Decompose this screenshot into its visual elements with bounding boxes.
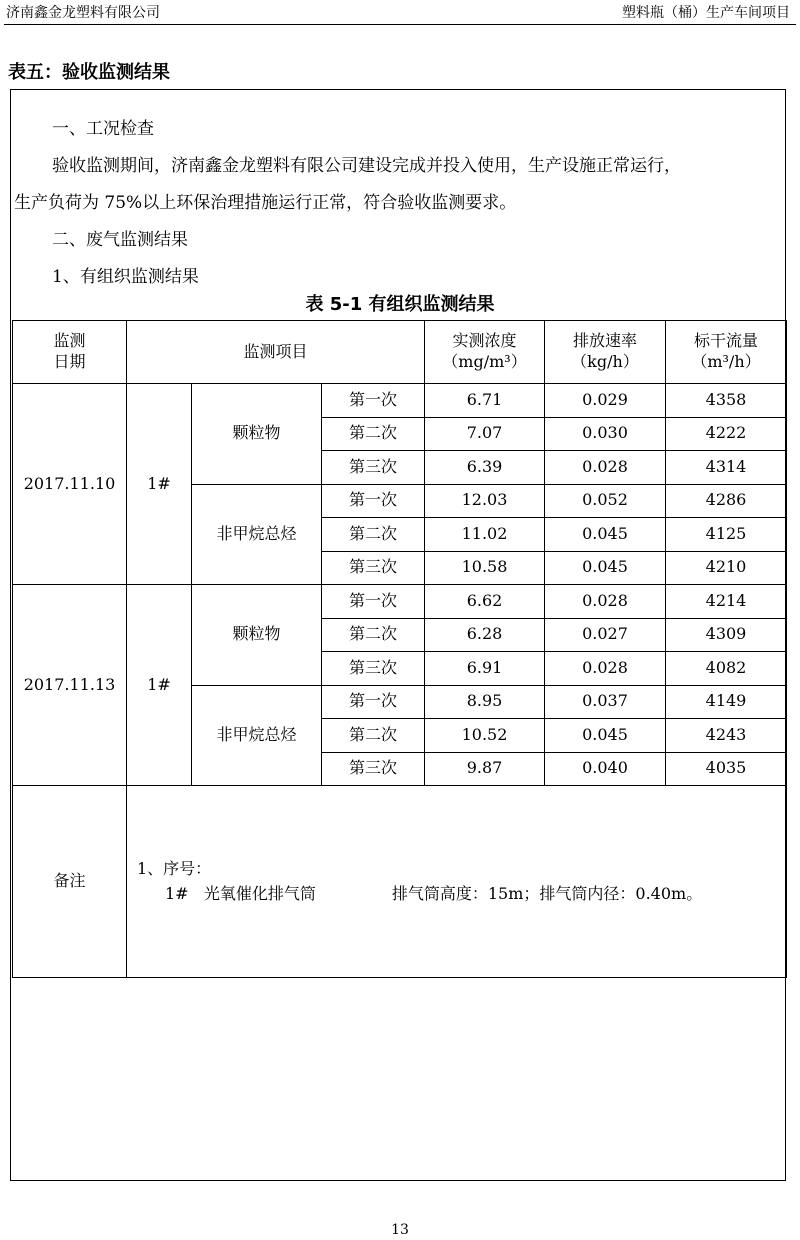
col-header-conc bbox=[425, 321, 545, 384]
cell-emission-rate: 0.028 bbox=[545, 652, 666, 686]
note-line2 bbox=[137, 882, 786, 907]
table-note-row bbox=[13, 786, 787, 978]
cell-emission-rate: 0.045 bbox=[545, 551, 666, 585]
monitoring-table bbox=[12, 320, 787, 978]
note-label: 备注 bbox=[13, 786, 127, 978]
para-condition-line1: 验收监测期间，济南鑫金龙塑料有限公司建设完成并投入使用，生产设施正常运行， bbox=[52, 156, 681, 176]
col-header-flow-l2: （m³/h） bbox=[691, 352, 761, 371]
cell-concentration: 6.71 bbox=[425, 384, 545, 418]
col-header-conc-l2: （mg/m³） bbox=[442, 352, 527, 371]
note-outlet-spec: 排气筒高度：15m；排气筒内径：0.40m。 bbox=[391, 883, 703, 903]
cell-date: 2017.11.13 bbox=[13, 585, 127, 786]
para-condition-line2: 生产负荷为 75%以上环保治理措施运行正常，符合验收监测要求。 bbox=[14, 193, 517, 213]
para-organized-heading: 1、有组织监测结果 bbox=[52, 267, 199, 287]
table-row bbox=[13, 585, 787, 619]
note-line1: 1、序号： bbox=[137, 858, 212, 878]
col-header-item: 监测项目 bbox=[127, 321, 425, 384]
col-header-conc-l1: 实测浓度 bbox=[452, 331, 517, 351]
cell-flow: 4358 bbox=[666, 384, 787, 418]
cell-flow: 4210 bbox=[666, 551, 787, 585]
col-header-rate-l2: （kg/h） bbox=[571, 352, 639, 371]
cell-concentration: 6.39 bbox=[425, 451, 545, 485]
cell-concentration: 11.02 bbox=[425, 518, 545, 552]
cell-emission-rate: 0.030 bbox=[545, 417, 666, 451]
cell-concentration: 10.52 bbox=[425, 719, 545, 753]
section-title: 表五：验收监测结果 bbox=[8, 62, 170, 83]
col-header-date-l2: 日期 bbox=[53, 352, 86, 371]
cell-run: 第三次 bbox=[322, 752, 425, 786]
cell-flow: 4286 bbox=[666, 484, 787, 518]
cell-concentration: 6.62 bbox=[425, 585, 545, 619]
table-row bbox=[13, 384, 787, 418]
table-caption: 表 5-1 有组织监测结果 bbox=[305, 294, 495, 315]
cell-concentration: 12.03 bbox=[425, 484, 545, 518]
cell-flow: 4035 bbox=[666, 752, 787, 786]
cell-outlet: 1# bbox=[127, 384, 192, 585]
header-project: 塑料瓶（桶）生产车间项目 bbox=[622, 5, 790, 21]
para-condition-heading: 一、工况检查 bbox=[52, 119, 154, 139]
cell-flow: 4125 bbox=[666, 518, 787, 552]
cell-flow: 4149 bbox=[666, 685, 787, 719]
col-header-flow bbox=[666, 321, 787, 384]
cell-run: 第三次 bbox=[322, 652, 425, 686]
note-content bbox=[127, 786, 787, 978]
col-header-rate-l1: 排放速率 bbox=[572, 331, 637, 351]
cell-emission-rate: 0.027 bbox=[545, 618, 666, 652]
cell-emission-rate: 0.028 bbox=[545, 585, 666, 619]
cell-flow: 4214 bbox=[666, 585, 787, 619]
cell-emission-rate: 0.029 bbox=[545, 384, 666, 418]
header-company: 济南鑫金龙塑料有限公司 bbox=[6, 5, 160, 21]
header-rule bbox=[4, 24, 796, 25]
cell-pollutant: 颗粒物 bbox=[192, 384, 322, 485]
cell-flow: 4309 bbox=[666, 618, 787, 652]
cell-emission-rate: 0.040 bbox=[545, 752, 666, 786]
cell-flow: 4243 bbox=[666, 719, 787, 753]
cell-emission-rate: 0.045 bbox=[545, 719, 666, 753]
cell-flow: 4082 bbox=[666, 652, 787, 686]
cell-emission-rate: 0.037 bbox=[545, 685, 666, 719]
cell-run: 第二次 bbox=[322, 518, 425, 552]
cell-emission-rate: 0.028 bbox=[545, 451, 666, 485]
col-header-rate bbox=[545, 321, 666, 384]
cell-run: 第一次 bbox=[322, 484, 425, 518]
cell-pollutant: 颗粒物 bbox=[192, 585, 322, 686]
cell-concentration: 6.28 bbox=[425, 618, 545, 652]
cell-concentration: 10.58 bbox=[425, 551, 545, 585]
cell-concentration: 7.07 bbox=[425, 417, 545, 451]
note-outlet-name: 光氧催化排气筒 bbox=[203, 883, 316, 903]
col-header-date bbox=[13, 321, 127, 384]
note-outlet-id: 1# bbox=[165, 883, 189, 903]
cell-run: 第三次 bbox=[322, 551, 425, 585]
page-number: 13 bbox=[391, 1222, 409, 1238]
para-gas-heading: 二、废气监测结果 bbox=[52, 230, 188, 250]
cell-run: 第二次 bbox=[322, 618, 425, 652]
cell-emission-rate: 0.045 bbox=[545, 518, 666, 552]
cell-flow: 4222 bbox=[666, 417, 787, 451]
cell-date: 2017.11.10 bbox=[13, 384, 127, 585]
table-header-row bbox=[13, 321, 787, 384]
cell-run: 第二次 bbox=[322, 417, 425, 451]
cell-concentration: 9.87 bbox=[425, 752, 545, 786]
cell-pollutant: 非甲烷总烃 bbox=[192, 484, 322, 585]
cell-run: 第一次 bbox=[322, 685, 425, 719]
cell-run: 第一次 bbox=[322, 585, 425, 619]
cell-emission-rate: 0.052 bbox=[545, 484, 666, 518]
cell-pollutant: 非甲烷总烃 bbox=[192, 685, 322, 786]
cell-run: 第三次 bbox=[322, 451, 425, 485]
col-header-date-l1: 监测 bbox=[53, 331, 86, 351]
col-header-flow-l1: 标干流量 bbox=[693, 331, 758, 351]
cell-run: 第二次 bbox=[322, 719, 425, 753]
cell-outlet: 1# bbox=[127, 585, 192, 786]
cell-concentration: 6.91 bbox=[425, 652, 545, 686]
cell-concentration: 8.95 bbox=[425, 685, 545, 719]
cell-flow: 4314 bbox=[666, 451, 787, 485]
cell-run: 第一次 bbox=[322, 384, 425, 418]
